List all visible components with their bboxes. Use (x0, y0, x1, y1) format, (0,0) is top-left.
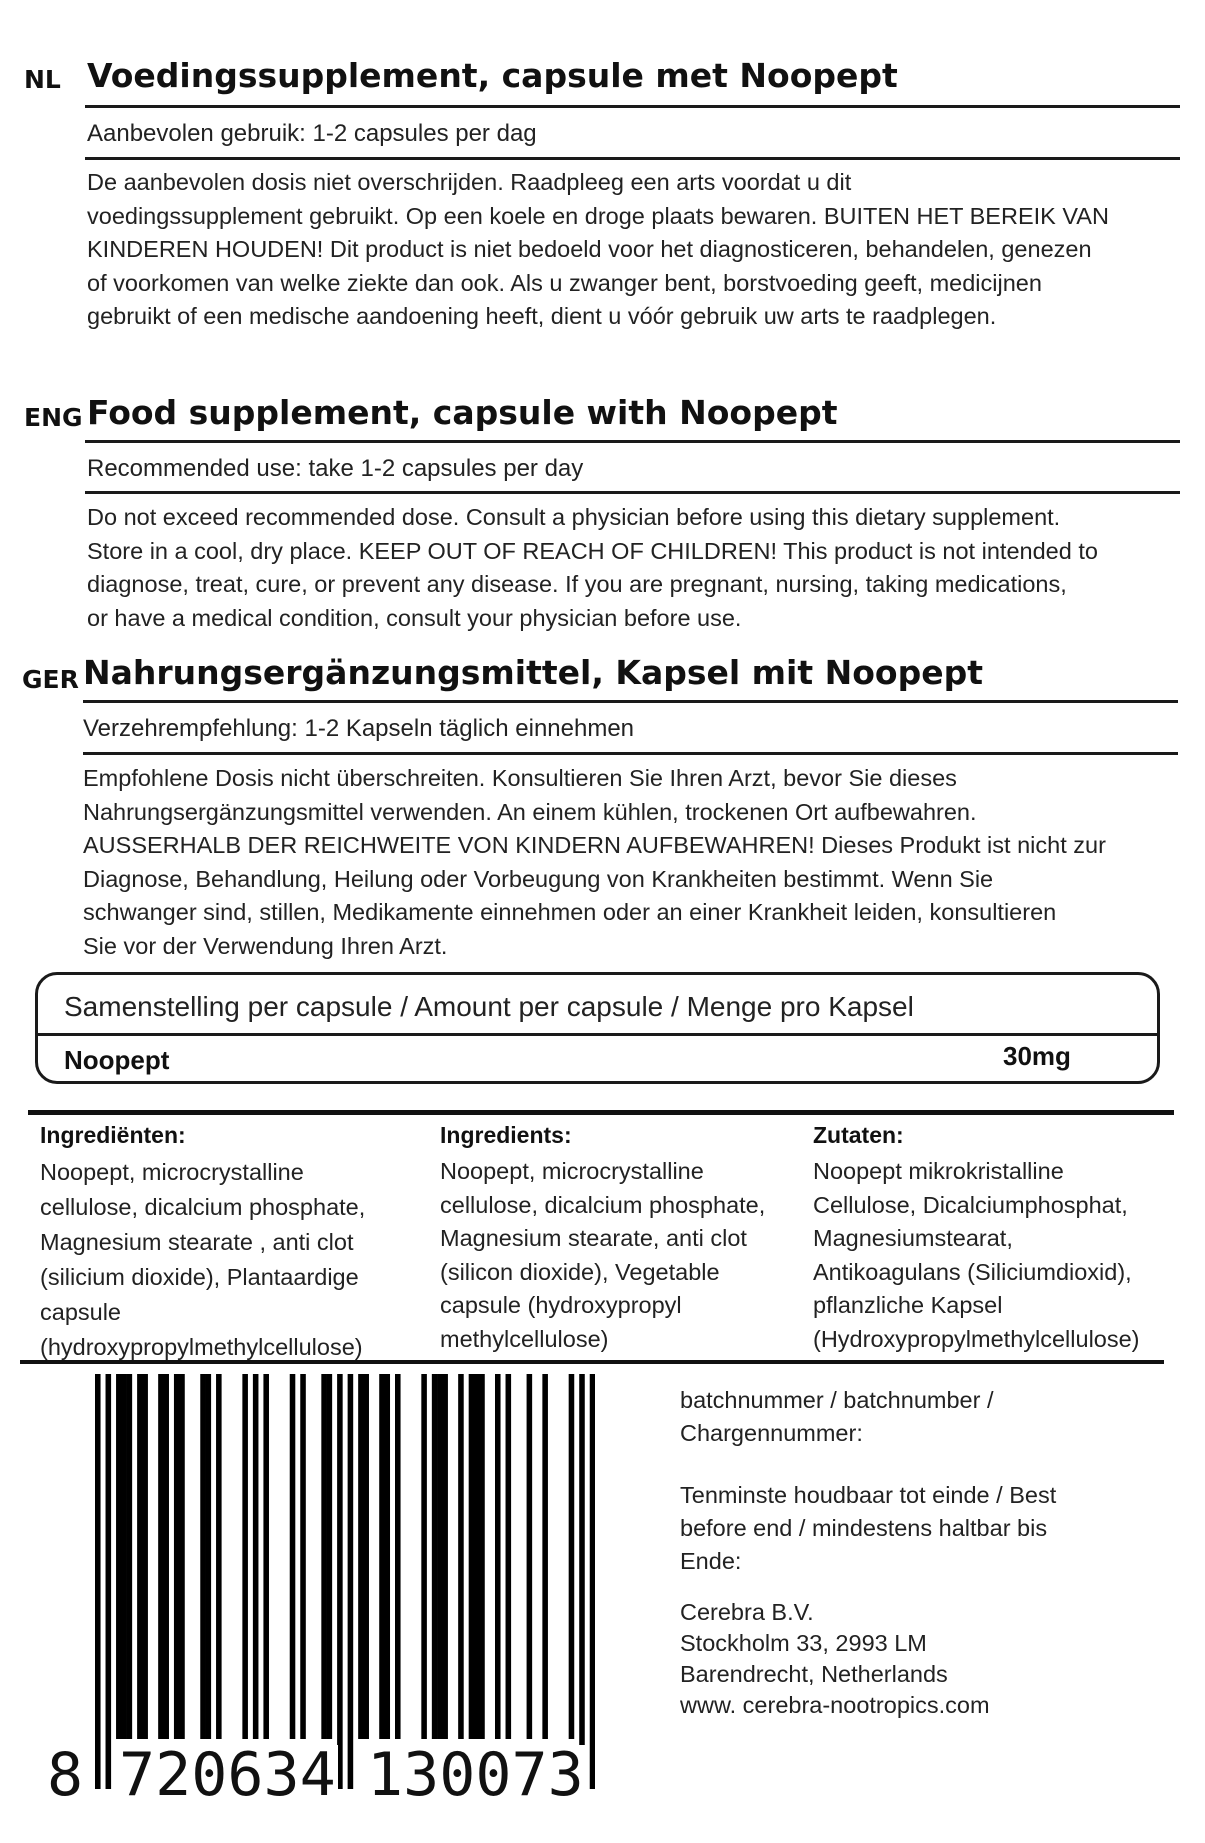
divider (38, 1033, 1157, 1036)
text-line: before end / mindestens haltbar bis (680, 1515, 1048, 1541)
barcode-bar (116, 1374, 122, 1739)
barcode-bar (174, 1374, 180, 1739)
ingredients-heading: Zutaten: (813, 1122, 904, 1148)
barcode-bar (421, 1374, 427, 1739)
ingredients-nl (40, 1122, 440, 1365)
barcode (95, 1374, 595, 1789)
text-line: Ende: (680, 1548, 742, 1574)
barcode-bar (216, 1374, 222, 1739)
text-line: Antikoagulans (Siliciumdioxid), (813, 1258, 1132, 1285)
usage-nl: Aanbevolen gebruik: 1-2 capsules per dag (87, 120, 537, 147)
barcode-bar (442, 1374, 448, 1739)
ingredient-name: Noopept (64, 1045, 170, 1075)
text-line: capsule (hydroxypropyl (440, 1292, 682, 1318)
text-line: Nahrungsergänzungsmittel verwenden. An einem kühlen, trockenen Ort aufbewahren. (83, 798, 977, 825)
barcode-bar (95, 1374, 101, 1789)
warning-text-eng (87, 501, 1197, 635)
text-line: AUSSERHALB DER REICHWEITE VON KINDERN AUFBEWAHREN! Dieses Produkt ist nicht zur (83, 832, 1106, 858)
barcode-bar (432, 1374, 438, 1739)
barcode-bar (363, 1374, 369, 1739)
ingredients-text (40, 1155, 440, 1365)
barcode-bar (479, 1374, 485, 1739)
barcode-bar (348, 1374, 354, 1789)
barcode-first-digit: 8 (47, 1740, 84, 1810)
barcode-bar (379, 1374, 385, 1739)
text-line: of voorkomen van welke ziekte dan ook. Als u zwanger bent, borstvoeding geeft, medicijnen (87, 269, 1042, 296)
text-line: (Hydroxypropylmethylcellulose) (813, 1325, 1140, 1352)
text-line: Noopept, microcrystalline (440, 1158, 704, 1184)
divider (85, 440, 1180, 443)
barcode-bar (506, 1374, 512, 1739)
barcode-bar (321, 1374, 327, 1739)
barcode-bar (142, 1374, 148, 1739)
barcode-bar (121, 1374, 127, 1739)
text-line: (silicon dioxide), Vegetable (440, 1258, 720, 1285)
amount-header: Samenstelling per capsule / Amount per capsule / Menge pro Kapsel (64, 991, 914, 1022)
text-line: Diagnose, Behandlung, Heilung oder Vorbeugung von Krankheiten bestimmt. Wenn Sie (83, 865, 994, 892)
barcode-bar (179, 1374, 185, 1739)
barcode-bar (337, 1374, 343, 1789)
divider (83, 752, 1178, 755)
text-line: diagnose, treat, cure, or prevent any disease. If you are pregnant, nursing, taking medications, (87, 571, 1067, 597)
text-line: Chargennummer: (680, 1420, 863, 1446)
address-street: Stockholm 33, 2993 LM (680, 1630, 927, 1656)
barcode-bar (206, 1374, 212, 1739)
text-line: Cellulose, Dicalciumphosphat, (813, 1191, 1128, 1218)
text-line: Noopept mikrokristalline (813, 1158, 1064, 1184)
barcode-bar (290, 1374, 296, 1739)
barcode-bar (527, 1374, 533, 1739)
barcode-bar (579, 1374, 585, 1789)
barcode-left-digits: 720634 (119, 1740, 336, 1810)
title-ger: Nahrungsergänzungsmittel, Kapsel mit Noopept (83, 653, 983, 692)
text-line: Empfohlene Dosis nicht überschreiten. Konsultieren Sie Ihren Arzt, bevor Sie dieses (83, 765, 957, 791)
text-line: (silicium dioxide), Plantaardige (40, 1264, 359, 1290)
divider (20, 1360, 1164, 1364)
barcode-bar (327, 1374, 333, 1739)
text-line: Magnesium stearate, anti clot (440, 1225, 747, 1251)
divider (85, 491, 1180, 494)
text-line: voedingssupplement gebruikt. Op een koele en droge plaats bewaren. BUITEN HET BEREIK VAN (87, 202, 1109, 229)
barcode-bar (590, 1374, 595, 1789)
barcode-right-digits: 130073 (367, 1740, 584, 1810)
barcode-bar (495, 1374, 501, 1739)
barcode-bar (542, 1374, 548, 1739)
divider (28, 1110, 1174, 1115)
barcode-bar (458, 1374, 464, 1739)
ingredient-amount: 30mg (1003, 1041, 1071, 1071)
barcode-bar (242, 1374, 248, 1739)
barcode-bar (163, 1374, 169, 1739)
text-line: cellulose, dicalcium phosphate, (440, 1191, 766, 1218)
barcode-bar (127, 1374, 133, 1739)
text-line: methylcellulose) (440, 1325, 609, 1352)
title-nl: Voedingssupplement, capsule met Noopept (87, 56, 898, 95)
company-name: Cerebra B.V. (680, 1599, 814, 1625)
company-address (680, 1597, 990, 1721)
company-website: www. cerebra-nootropics.com (680, 1692, 990, 1718)
divider (85, 157, 1180, 160)
text-line: (hydroxypropylmethylcellulose) (40, 1334, 363, 1360)
barcode-bar (569, 1374, 575, 1739)
barcode-bar (469, 1374, 475, 1739)
ingredients-eng (440, 1122, 810, 1356)
text-line: Magnesiumstearat, (813, 1225, 1013, 1251)
text-line: pflanzliche Kapsel (813, 1292, 1003, 1318)
text-line: Sie vor der Verwendung Ihren Arzt. (83, 932, 448, 959)
barcode-bar (395, 1374, 401, 1739)
divider (85, 105, 1180, 108)
warning-text-nl (87, 166, 1187, 334)
text-line: batchnummer / batchnumber / (680, 1387, 994, 1413)
barcode-bar (106, 1374, 112, 1789)
text-line: Noopept, microcrystalline (40, 1159, 304, 1185)
text-line: Store in a cool, dry place. KEEP OUT OF REACH OF CHILDREN! This product is not intended to (87, 537, 1098, 564)
barcode-bar (200, 1374, 206, 1739)
barcode-bar (358, 1374, 364, 1739)
text-line: Do not exceed recommended dose. Consult a physician before using this dietary supplement. (87, 504, 1061, 530)
barcode-bar (474, 1374, 480, 1739)
usage-eng: Recommended use: take 1-2 capsules per day (87, 455, 584, 482)
lang-code-nl: NL (24, 65, 61, 94)
barcode-bar (384, 1374, 390, 1739)
barcode-bar (263, 1374, 269, 1739)
text-line: or have a medical condition, consult your physician before use. (87, 604, 742, 631)
ingredients-heading: Ingredients: (440, 1122, 572, 1148)
amount-per-capsule-box (35, 972, 1160, 1084)
ingredients-ger (813, 1122, 1193, 1356)
address-city: Barendrecht, Netherlands (680, 1661, 948, 1687)
barcode-bar (137, 1374, 143, 1739)
text-line: KINDEREN HOUDEN! Dit product is niet bedoeld voor het diagnosticeren, behandelen, genezen (87, 236, 1092, 262)
text-line: cellulose, dicalcium phosphate, (40, 1194, 366, 1220)
text-line: De aanbevolen dosis niet overschrijden. Raadpleeg een arts voordat u dit (87, 169, 852, 195)
ingredients-text (813, 1155, 1193, 1356)
batch-number-label (680, 1384, 994, 1450)
text-line: gebruikt of een medische aandoening heeft, dient u vóór gebruik uw arts te raadplegen. (87, 303, 997, 329)
best-before-label (680, 1479, 1056, 1578)
text-line: Magnesium stearate , anti clot (40, 1229, 354, 1255)
warning-text-ger (83, 762, 1193, 963)
divider (83, 700, 1178, 703)
barcode-bar (158, 1374, 164, 1739)
usage-ger: Verzehrempfehlung: 1-2 Kapseln täglich einnehmen (83, 715, 635, 742)
barcode-bar (253, 1374, 259, 1739)
text-line: Tenminste houdbaar tot einde / Best (680, 1482, 1057, 1508)
ingredients-heading: Ingrediënten: (40, 1122, 186, 1148)
lang-code-ger: GER (22, 665, 79, 694)
title-eng: Food supplement, capsule with Noopept (87, 393, 838, 432)
text-line: capsule (40, 1299, 121, 1325)
text-line: schwanger sind, stillen, Medikamente einnehmen oder an einer Krankheit leiden, konsultieren (83, 899, 1057, 925)
lang-code-eng: ENG (24, 403, 83, 432)
barcode-bar (437, 1374, 443, 1739)
ingredients-text (440, 1155, 810, 1356)
barcode-bar (300, 1374, 306, 1739)
